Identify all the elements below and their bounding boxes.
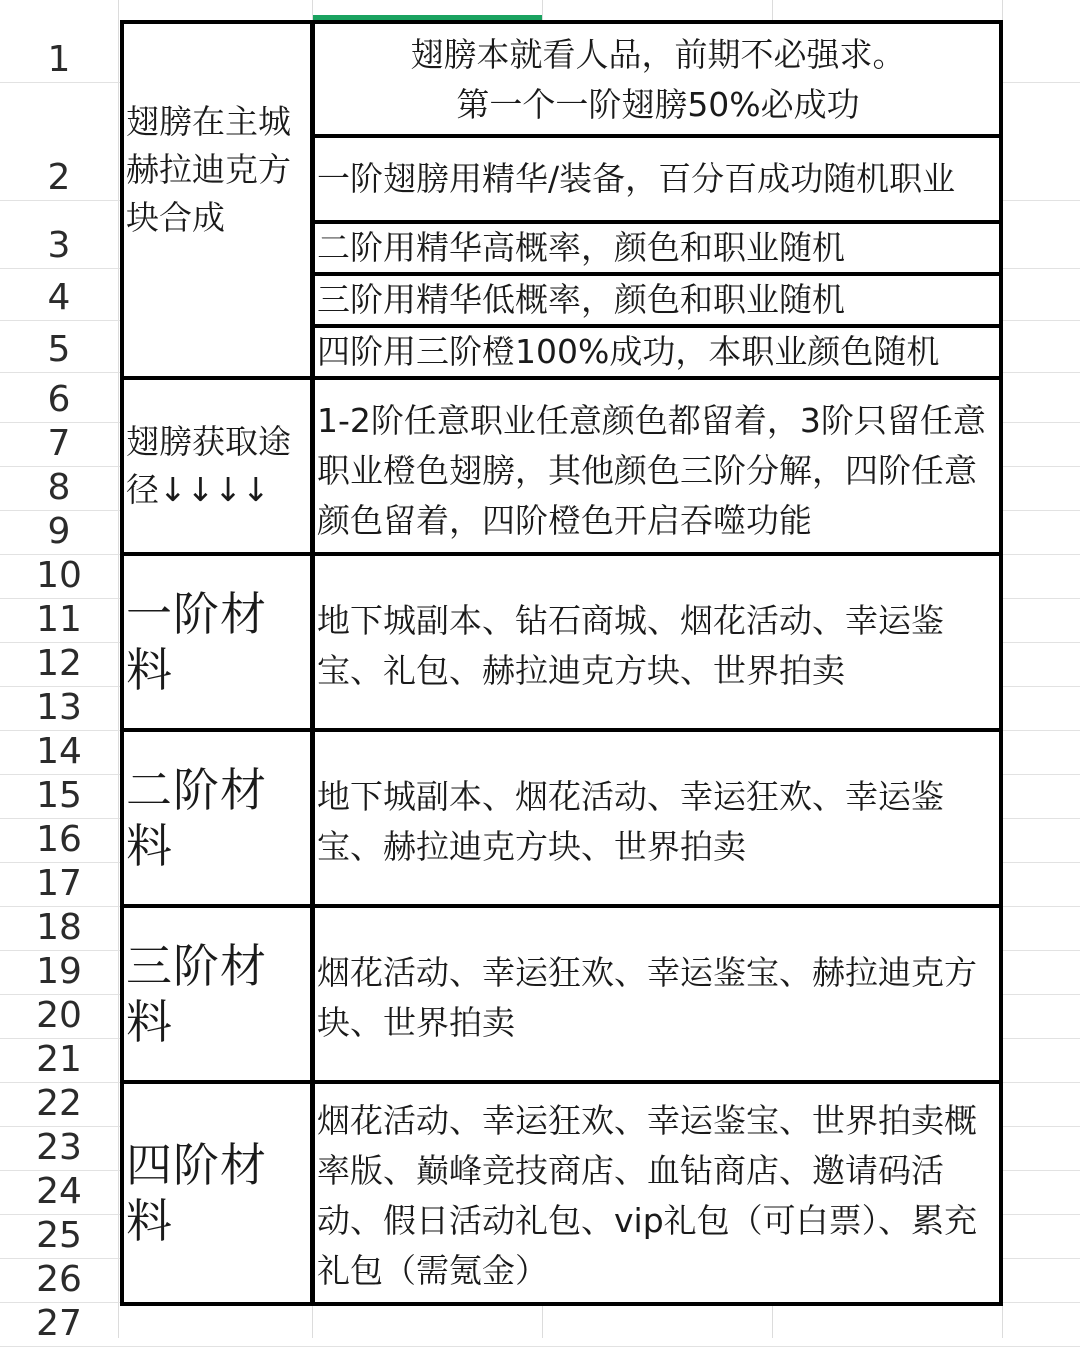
category-label: 翅膀获取途径↓↓↓↓ [126,422,291,509]
note-line-1: 翅膀本就看人品，前期不必强求。 [410,35,906,74]
row-number[interactable]: 18 [36,907,82,948]
crafting-note-cell[interactable] [311,20,1003,138]
category-cell-tier1[interactable] [120,552,314,732]
row-number[interactable]: 21 [36,1039,82,1080]
acquire-note-text: 1-2阶任意职业任意颜色都留着，3阶只留任意职业橙色翅膀，其他颜色三阶分解，四阶任意颜色留着，四阶橙色开启吞噬功能 [317,401,986,540]
category-label: 二阶材料 [126,763,267,873]
tier1-sources-cell[interactable] [311,552,1003,732]
row-number[interactable]: 13 [36,687,82,728]
row-number[interactable]: 11 [36,599,82,640]
category-cell-tier3[interactable] [120,904,314,1084]
acquire-note-cell[interactable] [311,376,1003,556]
row-number[interactable]: 27 [36,1303,82,1344]
row-number[interactable]: 16 [36,819,82,860]
row-number[interactable]: 26 [36,1259,82,1300]
row-number[interactable]: 7 [47,423,71,464]
row-number[interactable]: 1 [47,39,71,80]
category-label: 一阶材料 [126,587,267,697]
category-cell-crafting[interactable] [120,20,314,380]
crafting-row-text: 一阶翅膀用精华/装备，百分百成功随机职业 [317,159,956,198]
tier1-sources-text: 地下城副本、钻石商城、烟花活动、幸运鉴宝、礼包、赫拉迪克方块、世界拍卖 [317,601,944,690]
category-label: 三阶材料 [126,939,267,1049]
row-number[interactable]: 4 [47,277,71,318]
crafting-row-text: 三阶用精华低概率，颜色和职业随机 [317,280,845,319]
row-number[interactable]: 22 [36,1083,82,1124]
tier4-sources-cell[interactable] [311,1080,1003,1306]
category-label: 四阶材料 [126,1138,267,1248]
row-number[interactable]: 10 [36,555,82,596]
row-number[interactable]: 23 [36,1127,82,1168]
category-cell-tier4[interactable] [120,1080,314,1306]
row-number[interactable]: 9 [47,511,71,552]
crafting-row-4[interactable] [311,272,1003,328]
row-number[interactable]: 12 [36,643,82,684]
tier3-sources-text: 烟花活动、幸运狂欢、幸运鉴宝、赫拉迪克方块、世界拍卖 [317,953,977,1042]
row-number[interactable]: 6 [47,379,71,420]
row-number[interactable]: 24 [36,1171,82,1212]
tier2-sources-cell[interactable] [311,728,1003,908]
row-number[interactable]: 25 [36,1215,82,1256]
note-line-2: 第一个一阶翅膀50%必成功 [456,85,860,124]
row-number[interactable]: 20 [36,995,82,1036]
category-label: 翅膀在主城赫拉迪克方块合成 [126,102,291,237]
crafting-row-5[interactable] [311,324,1003,380]
row-number[interactable]: 14 [36,731,82,772]
crafting-row-text: 二阶用精华高概率，颜色和职业随机 [317,228,845,267]
crafting-row-2[interactable] [311,134,1003,224]
row-number[interactable]: 2 [47,157,71,198]
row-number[interactable]: 5 [47,329,71,370]
category-cell-acquire[interactable] [120,376,314,556]
row-number[interactable]: 19 [36,951,82,992]
category-cell-tier2[interactable] [120,728,314,908]
crafting-row-3[interactable] [311,220,1003,276]
row-number[interactable]: 15 [36,775,82,816]
tier2-sources-text: 地下城副本、烟花活动、幸运狂欢、幸运鉴宝、赫拉迪克方块、世界拍卖 [317,777,944,866]
tier4-sources-text: 烟花活动、幸运狂欢、幸运鉴宝、世界拍卖概率版、巅峰竞技商店、血钻商店、邀请码活动、假日活动礼包、vip礼包（可白票）、累充礼包（需氪金） [317,1101,978,1290]
tier3-sources-cell[interactable] [311,904,1003,1084]
row-number[interactable]: 8 [47,467,71,508]
row-number[interactable]: 17 [36,863,82,904]
crafting-row-text: 四阶用三阶橙100%成功，本职业颜色随机 [317,332,940,371]
row-number[interactable]: 3 [47,225,71,266]
